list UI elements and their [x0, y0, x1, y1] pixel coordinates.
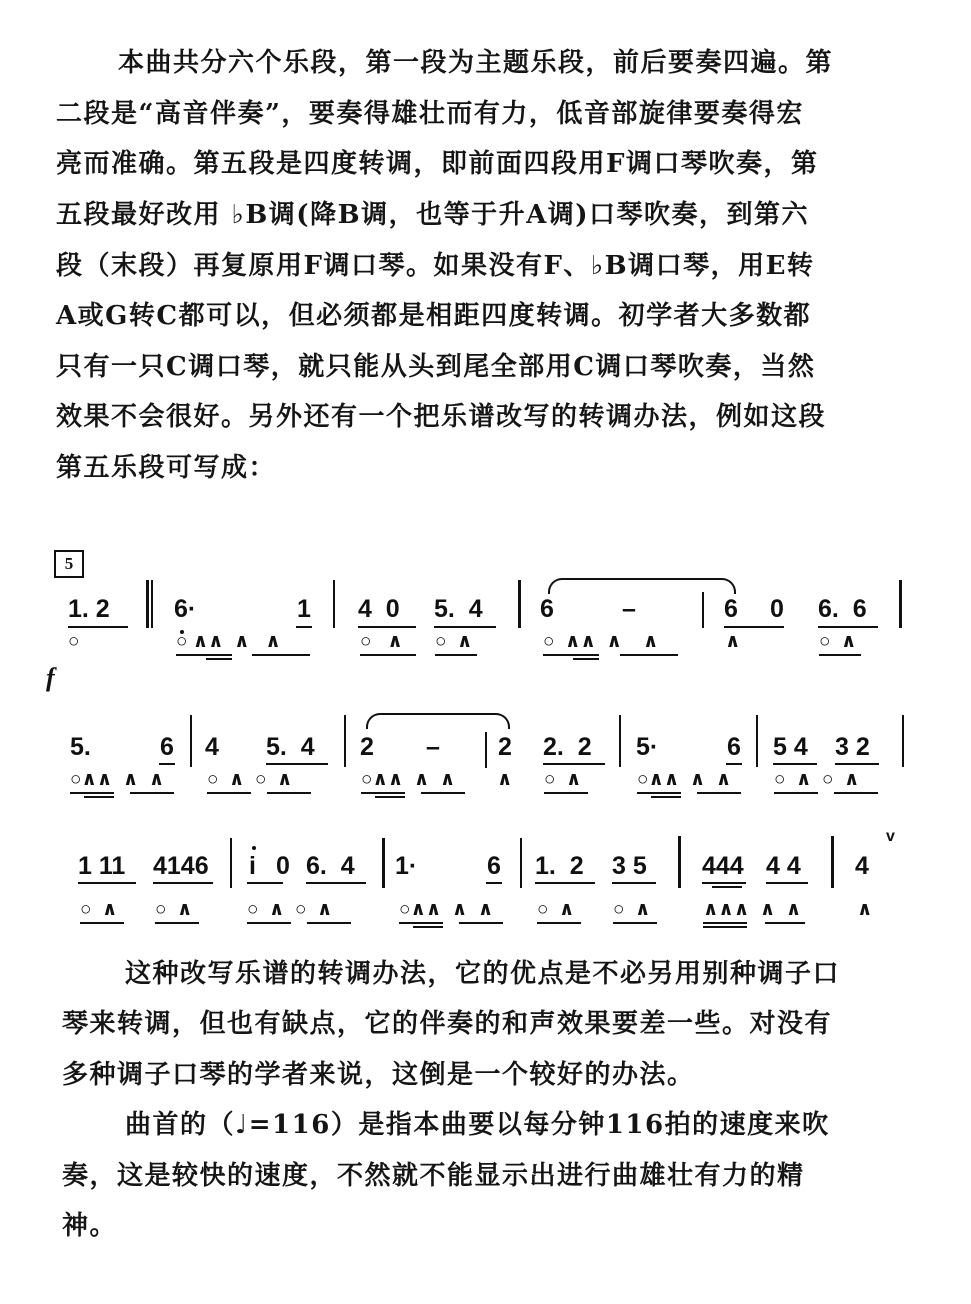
note-group: 1 11 — [78, 852, 126, 880]
breath-marks: ○ ∧ ○ ∧ — [774, 769, 860, 790]
breath-marks: ○ ∧ — [360, 631, 403, 652]
breath-marks: ○ — [68, 631, 80, 652]
text-line: 本曲共分六个乐段，第一段为主题乐段，前后要奏四遍。第 — [118, 48, 834, 78]
bar-line — [190, 715, 192, 767]
tie-slur — [366, 713, 510, 729]
note-group: i — [249, 852, 256, 880]
note-group: 6· — [174, 595, 197, 623]
note-group: 4 0 — [358, 595, 400, 623]
note-group: 6 — [724, 595, 738, 623]
note-group: – — [622, 595, 636, 623]
note-group: 2. 2 — [543, 733, 592, 761]
text-line: 奏，这是较快的速度，不然就不能显示出进行曲雄壮有力的精 — [62, 1161, 805, 1191]
text-line: 亮而准确。第五段是四度转调，即前面四段用F调口琴吹奏，第 — [56, 149, 819, 179]
breath-marks: ○ ∧ — [537, 899, 575, 920]
breath-marks: ∧ — [497, 769, 513, 790]
bar-line — [678, 836, 681, 888]
breath-marks: ○ ∧∧ ∧ ∧ — [176, 631, 281, 652]
note-group: – — [426, 733, 440, 761]
bar-line — [756, 715, 758, 767]
breath-marks: ○ ∧ — [435, 631, 473, 652]
note-group: 1 — [297, 595, 311, 623]
bar-line — [899, 580, 902, 628]
note-group: 0 — [770, 595, 784, 623]
note-group: 0 — [276, 852, 290, 880]
bar-line — [831, 836, 834, 888]
breath-marks: ∧ — [725, 631, 741, 652]
breath-marks: ○ ∧ — [613, 899, 651, 920]
breath-marks: ○ ∧ ○ ∧ — [247, 899, 333, 920]
breath-marks: ○ ∧ — [80, 899, 118, 920]
breath-marks: ○∧∧ ∧ ∧ — [361, 769, 456, 790]
note-group: 4 4 — [766, 852, 801, 880]
note-group: 4 — [205, 733, 219, 761]
text-line: 神。 — [62, 1211, 118, 1241]
text-line: 多种调子口琴的学者来说，这倒是一个较好的办法。 — [62, 1060, 695, 1090]
note-group: 2 — [360, 733, 374, 761]
breath-marks: ○∧∧ ∧ ∧ — [399, 899, 494, 920]
text-line: A或G转C都可以，但必须都是相距四度转调。初学者大多数都 — [56, 301, 812, 331]
double-bar-line — [146, 580, 149, 628]
text-line: 只有一只C调口琴，就只能从头到尾全部用C调口琴吹奏，当然 — [56, 352, 816, 382]
bar-line — [902, 715, 904, 767]
note-group: 4146 — [153, 852, 209, 880]
note-group: 2 — [498, 733, 512, 761]
bar-line — [702, 592, 704, 628]
note-group: 3 5 — [612, 852, 647, 880]
breath-marks: ∧∧∧ ∧ ∧ — [703, 899, 802, 920]
bar-line — [382, 838, 385, 888]
note-group: 6 — [160, 733, 174, 761]
text-line: 段（末段）再复原用F调口琴。如果没有F、♭B调口琴，用E转 — [56, 251, 815, 281]
note-group: 5. 4 — [434, 595, 483, 623]
note-group: 6. 6 — [818, 595, 867, 623]
bar-line — [230, 838, 232, 888]
text-line: 曲首的（♩=116）是指本曲要以每分钟116拍的速度来吹 — [125, 1110, 830, 1140]
breath-marks: ○∧∧ ∧ ∧ — [70, 769, 165, 790]
note-group: 1· — [395, 852, 418, 880]
text-line: 二段是“高音伴奏”，要奏得雄壮而有力，低音部旋律要奏得宏 — [56, 99, 804, 129]
note-group: 6 — [487, 852, 501, 880]
breath-marks: ○ ∧ — [819, 631, 857, 652]
note-group: 4 — [855, 852, 869, 880]
bar-line — [485, 732, 487, 768]
text-line: 这种改写乐谱的转调办法，它的优点是不必另用别种调子口 — [125, 959, 841, 989]
breath-marks: ○ ∧ — [544, 769, 582, 790]
text-line: 琴来转调，但也有缺点，它的伴奏的和声效果要差一些。对没有 — [62, 1009, 833, 1039]
text-line: 第五乐段可写成： — [56, 453, 277, 483]
note-group: 5. — [70, 733, 91, 761]
breath-marks: ○ ∧ ○ ∧ — [207, 769, 293, 790]
bar-line — [518, 580, 521, 628]
bar-line — [619, 715, 621, 767]
note-group: 6. 4 — [306, 852, 355, 880]
tie-slur — [548, 578, 736, 594]
bar-line — [344, 715, 346, 767]
bar-line — [333, 580, 335, 628]
high-octave-dot — [252, 846, 256, 850]
breath-marks: ○ ∧ — [155, 899, 193, 920]
note-group: 5 4 — [773, 733, 808, 761]
text-line: 效果不会很好。另外还有一个把乐谱改写的转调办法，例如这段 — [56, 402, 827, 432]
text-line: 五段最好改用 ♭B调(降B调，也等于升A调)口琴吹奏，到第六 — [56, 200, 810, 230]
note-group: 6 — [727, 733, 741, 761]
note-group: 5. 4 — [266, 733, 315, 761]
breath-marks: ○ ∧∧ ∧ ∧ — [543, 631, 659, 652]
note-group: 6 — [540, 595, 554, 623]
dynamic-forte-mark: f — [46, 663, 55, 692]
breath-marks: ∧ — [857, 899, 873, 920]
breath-mark-v: v — [886, 828, 895, 845]
note-group: 444 — [702, 852, 744, 880]
bar-line — [520, 838, 522, 888]
note-group: 3 2 — [835, 733, 870, 761]
breath-marks: ○∧∧ ∧ ∧ — [637, 769, 732, 790]
note-group: 1. 2 — [535, 852, 584, 880]
section-number-box: 5 — [54, 550, 84, 578]
note-group: 1. 2 — [68, 595, 110, 623]
note-group: 5· — [636, 733, 659, 761]
